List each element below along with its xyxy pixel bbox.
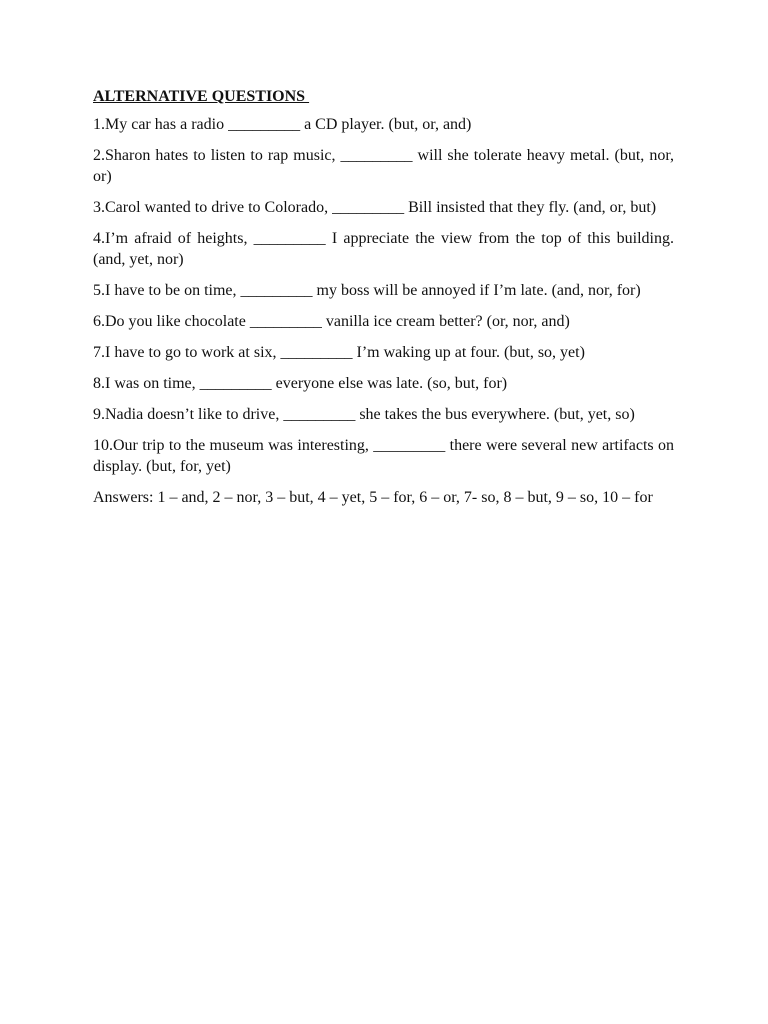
answer-key: Answers: 1 – and, 2 – nor, 3 – but, 4 – yet, 5 – for, 6 – or, 7- so, 8 – but, 9 – so, 10 – for — [93, 489, 653, 506]
worksheet-page — [93, 86, 674, 508]
question-8: 8.I was on time, _________ everyone else was late. (so, but, for) — [93, 375, 508, 392]
page-title: ALTERNATIVE QUESTIONS — [93, 88, 310, 105]
question-7: 7.I have to go to work at six, _________ I’m waking up at four. (but, so, yet) — [93, 344, 585, 361]
question-9: 9.Nadia doesn’t like to drive, _________ she takes the bus everywhere. (but, yet, so) — [93, 406, 635, 423]
question-2: 2.Sharon hates to listen to rap music, _________ will she tolerate heavy metal. (but, nor, or) — [93, 147, 674, 185]
question-3: 3.Carol wanted to drive to Colorado, _________ Bill insisted that they fly. (and, or, but) — [93, 199, 657, 216]
question-5: 5.I have to be on time, _________ my boss will be annoyed if I’m late. (and, nor, for) — [93, 282, 641, 299]
question-6: 6.Do you like chocolate _________ vanilla ice cream better? (or, nor, and) — [93, 313, 570, 330]
question-4: 4.I’m afraid of heights, _________ I appreciate the view from the top of this building. (and, yet, nor) — [93, 230, 674, 268]
question-1: 1.My car has a radio _________ a CD player. (but, or, and) — [93, 116, 472, 133]
question-10: 10.Our trip to the museum was interesting, _________ there were several new artifacts on display. (but, for, yet) — [93, 437, 674, 475]
